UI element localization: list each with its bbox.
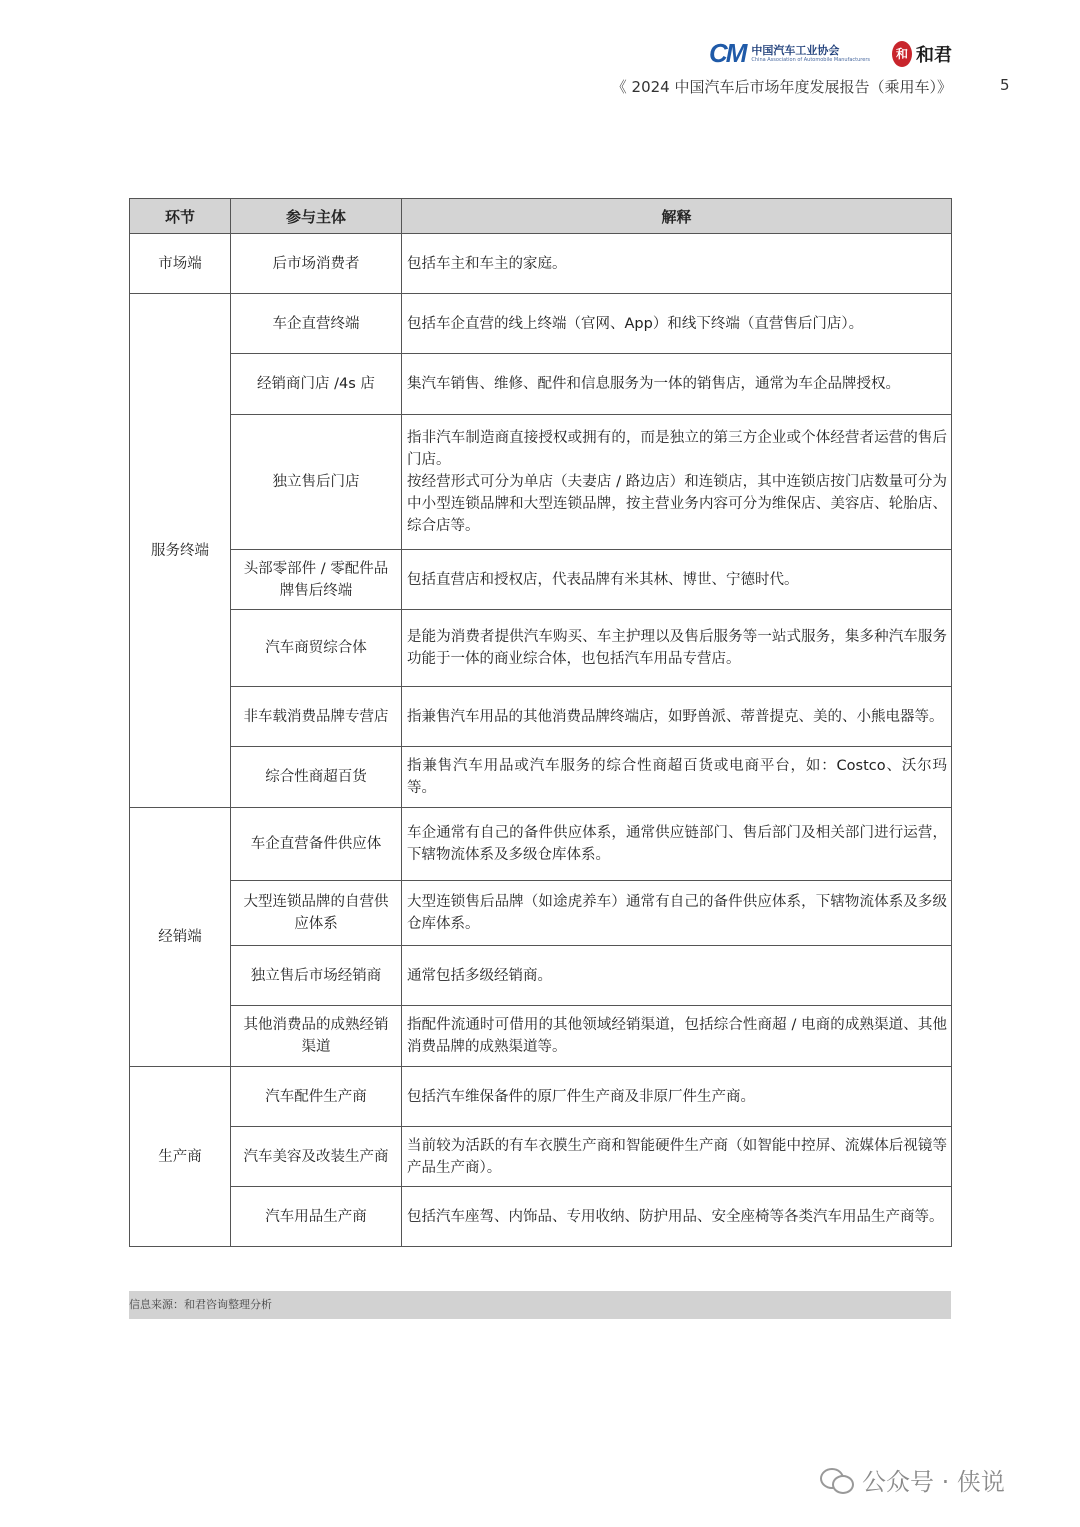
entity-cell: 车企直营备件供应体 (231, 808, 402, 881)
table-row (130, 294, 952, 354)
description-cell (402, 415, 952, 550)
description-cell: 包括车主和车主的家庭。 (402, 234, 952, 294)
table-row (130, 1187, 952, 1247)
table-row (130, 747, 952, 808)
hejun-logo (892, 41, 952, 67)
wechat-watermark (820, 1462, 1005, 1497)
entity-cell: 车企直营终端 (231, 294, 402, 354)
description-cell: 指配件流通时可借用的其他领域经销渠道，包括综合性商超 / 电商的成熟渠道、其他消费品牌的成熟渠道等。 (402, 1006, 952, 1067)
entity-cell: 大型连锁品牌的自营供应体系 (231, 881, 402, 946)
report-title: 《 2024 中国汽车后市场年度发展报告（乘用车）》 (611, 78, 952, 96)
participants-table (129, 198, 952, 1247)
description-cell: 车企通常有自己的备件供应体系，通常供应链部门、售后部门及相关部门进行运营，下辖物流体系及多级仓库体系。 (402, 808, 952, 881)
description-cell: 集汽车销售、维修、配件和信息服务为一体的销售店，通常为车企品牌授权。 (402, 354, 952, 415)
header-logos (709, 38, 952, 69)
description-paragraph: 按经营形式可分为单店（夫妻店 / 路边店）和连锁店，其中连锁店按门店数量可分为中小型连锁品牌和大型连锁品牌，按主营业务内容可分为维保店、美容店、轮胎店、综合店等。 (407, 474, 947, 534)
entity-cell: 综合性商超百货 (231, 747, 402, 808)
table-row (130, 946, 952, 1006)
header-entity: 参与主体 (231, 199, 402, 234)
description-cell: 包括汽车维保备件的原厂件生产商及非原厂件生产商。 (402, 1067, 952, 1127)
description-cell: 当前较为活跃的有车衣膜生产商和智能硬件生产商（如智能中控屏、流媒体后视镜等产品生产商）。 (402, 1127, 952, 1187)
table-row (130, 1127, 952, 1187)
table-row (130, 881, 952, 946)
description-cell: 通常包括多级经销商。 (402, 946, 952, 1006)
entity-cell: 汽车配件生产商 (231, 1067, 402, 1127)
table-header-row (130, 199, 952, 234)
entity-cell: 头部零部件 / 零配件品牌售后终端 (231, 550, 402, 610)
table-row (130, 550, 952, 610)
entity-cell: 经销商门店 /4s 店 (231, 354, 402, 415)
description-cell: 包括车企直营的线上终端（官网、App）和线下终端（直营售后门店）。 (402, 294, 952, 354)
description-cell: 是能为消费者提供汽车购买、车主护理以及售后服务等一站式服务，集多种汽车服务功能于一体的商业综合体，也包括汽车用品专营店。 (402, 610, 952, 687)
description-paragraph: 指非汽车制造商直接授权或拥有的，而是独立的第三方企业或个体经营者运营的售后门店。 (407, 430, 947, 468)
description-cell: 包括直营店和授权店，代表品牌有米其林、博世、宁德时代。 (402, 550, 952, 610)
description-cell: 大型连锁售后品牌（如途虎养车）通常有自己的备件供应体系，下辖物流体系及多级仓库体系。 (402, 881, 952, 946)
wechat-icon (820, 1466, 854, 1494)
entity-cell: 其他消费品的成熟经销渠道 (231, 1006, 402, 1067)
watermark-text: 公众号 · 侠说 (862, 1468, 1005, 1496)
table-row (130, 1067, 952, 1127)
entity-cell: 汽车美容及改装生产商 (231, 1127, 402, 1187)
table-row (130, 354, 952, 415)
table-row (130, 808, 952, 881)
entity-cell: 非车载消费品牌专营店 (231, 687, 402, 747)
hejun-seal-icon: 和 (892, 41, 912, 67)
caam-logo (709, 38, 870, 69)
description-cell: 指兼售汽车用品或汽车服务的综合性商超百货或电商平台，如：Costco、沃尔玛等。 (402, 747, 952, 808)
header-description: 解释 (402, 199, 952, 234)
stage-cell: 市场端 (130, 234, 231, 294)
table-row (130, 1006, 952, 1067)
caam-logo-en: China Association of Automobile Manufacturers (751, 56, 870, 63)
table-row (130, 610, 952, 687)
caam-logo-cn: 中国汽车工业协会 (751, 43, 840, 57)
table-row (130, 415, 952, 550)
entity-cell: 独立售后门店 (231, 415, 402, 550)
source-note: 信息来源：和君咨询整理分析 (129, 1291, 951, 1319)
table-row (130, 234, 952, 294)
entity-cell: 后市场消费者 (231, 234, 402, 294)
hejun-logo-text: 和君 (916, 44, 952, 66)
header-stage: 环节 (130, 199, 231, 234)
entity-cell: 独立售后市场经销商 (231, 946, 402, 1006)
stage-cell: 服务终端 (130, 294, 231, 808)
page-number: 5 (1000, 76, 1010, 94)
description-cell: 包括汽车座驾、内饰品、专用收纳、防护用品、安全座椅等各类汽车用品生产商等。 (402, 1187, 952, 1247)
table-row (130, 687, 952, 747)
stage-cell: 经销端 (130, 808, 231, 1067)
stage-cell: 生产商 (130, 1067, 231, 1247)
entity-cell: 汽车商贸综合体 (231, 610, 402, 687)
caam-logo-mark: CM (708, 38, 746, 68)
entity-cell: 汽车用品生产商 (231, 1187, 402, 1247)
description-cell: 指兼售汽车用品的其他消费品牌终端店，如野兽派、蒂普提克、美的、小熊电器等。 (402, 687, 952, 747)
